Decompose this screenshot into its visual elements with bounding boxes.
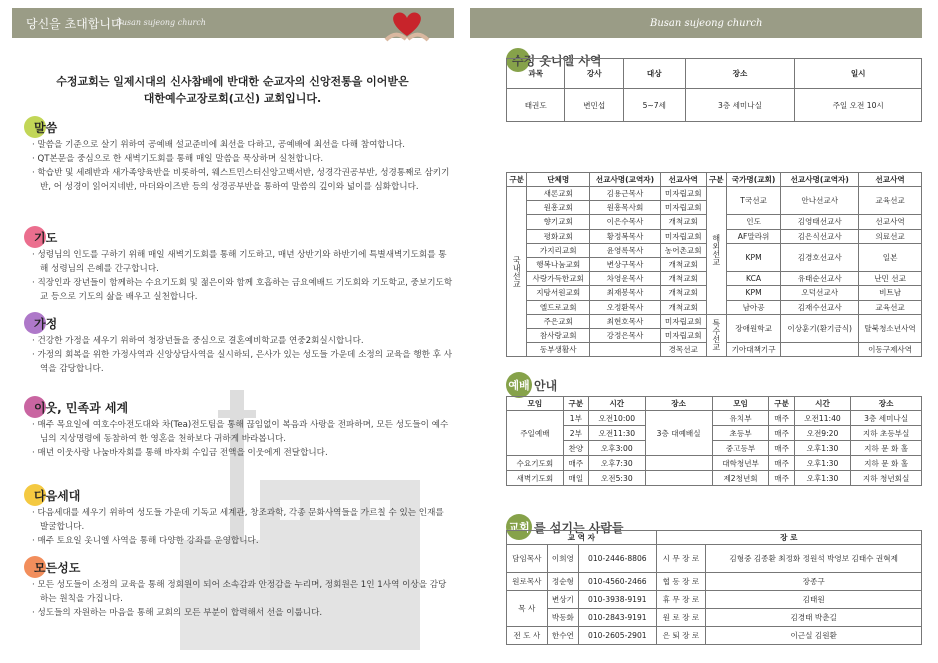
table-cell: 강정은목사	[590, 328, 661, 342]
table-cell: 시간	[794, 397, 851, 411]
worship-title: 예배 안내	[506, 372, 557, 398]
table-cell: 미자립교회	[660, 314, 706, 328]
table-cell: 이상훈기(환기금식)	[781, 314, 859, 342]
table-cell: 010-2446-8806	[579, 545, 656, 573]
servants-table-body	[507, 531, 922, 645]
table-cell: 시간	[589, 397, 646, 411]
table-cell: 원로목사	[507, 573, 548, 591]
table-cell: 오후1:30	[794, 441, 851, 456]
table-row	[507, 173, 922, 187]
table-cell: 유치부	[712, 411, 769, 426]
table-cell: 이희영	[547, 545, 578, 573]
table-cell: 김경호선교사	[781, 243, 859, 271]
table-cell: 선교사역	[859, 173, 922, 187]
table-cell: 미자립교회	[660, 201, 706, 215]
section-title: 다음세대	[34, 488, 81, 503]
right-header-band	[470, 8, 922, 38]
table-cell: 교육선교	[859, 187, 922, 215]
table-cell: 차영운목사	[590, 272, 661, 286]
table-cell: 장애원학교	[726, 314, 780, 342]
table-cell: 개척교회	[660, 272, 706, 286]
table-cell: 선교사역	[660, 173, 706, 187]
table-cell: 새론교회	[527, 187, 590, 201]
table-cell: 오덕선교사	[781, 286, 859, 300]
table-cell: 이은수목사	[590, 215, 661, 229]
table-cell: 선교사명(교역자)	[781, 173, 859, 187]
table-cell: 원 로 장 로	[656, 609, 706, 627]
table-cell: 개척교회	[660, 257, 706, 271]
servants-title: 교회 를 섬기는 사람들	[506, 514, 624, 540]
table-cell: 이동구제사역	[859, 343, 922, 357]
table-cell: 김경태 박춘길	[706, 609, 922, 627]
table-cell: 모임	[507, 397, 564, 411]
special-label: 특수선교	[706, 314, 726, 357]
table-cell: 국가명(교회)	[726, 173, 780, 187]
table-cell: 오전11:30	[589, 426, 646, 441]
table-row	[507, 314, 922, 328]
table-cell: 농어촌교회	[660, 243, 706, 257]
table-cell: 선교사명(교역자)	[590, 173, 661, 187]
table-cell: 기아대책기구	[726, 343, 780, 357]
table-cell: 3층 세미나실	[851, 411, 922, 426]
table-cell: 중고등부	[712, 441, 769, 456]
table-cell: 김용근목사	[590, 187, 661, 201]
table-cell: 지하 청년회실	[851, 471, 922, 486]
table-cell: 오후1:30	[794, 471, 851, 486]
table-cell: 일본	[859, 243, 922, 271]
table-cell: 김영태선교사	[781, 215, 859, 229]
table-cell: 경목선교	[660, 343, 706, 357]
othniel-table: 과목 강사 대상 장소 일시 태권도 변민섭 5~7세 3층 세미나실 주일 오전 10시	[506, 58, 922, 122]
left-header-title: 당신을 초대합니다	[26, 17, 123, 31]
table-cell: 김은식선교사	[781, 229, 859, 243]
table-cell: 장종구	[706, 573, 922, 591]
table-cell: 최현호목사	[590, 314, 661, 328]
domestic-label: 국내선교	[507, 187, 527, 357]
table-cell: 개척교회	[660, 286, 706, 300]
worship-table-body	[507, 397, 922, 486]
table-cell	[645, 471, 712, 486]
table-cell: 안나선교사	[781, 187, 859, 215]
table-cell: 인도	[726, 215, 780, 229]
table-cell: 원흥교회	[527, 201, 590, 215]
table-cell: KCA	[726, 272, 780, 286]
table-cell: 구분	[507, 173, 527, 187]
table-row	[507, 411, 922, 426]
table-cell: 장 로	[656, 531, 921, 545]
table-cell: 미자립교회	[660, 187, 706, 201]
table-cell: 지탕서원교회	[527, 286, 590, 300]
section-title: 이웃, 민족과 세계	[34, 400, 129, 415]
table-cell: 난민 선교	[859, 272, 922, 286]
table-cell: 지하 초등부실	[851, 426, 922, 441]
table-cell: 오후3:00	[589, 441, 646, 456]
table-cell: KPM	[726, 243, 780, 271]
table-cell: 모임	[712, 397, 769, 411]
table-cell: 참사랑교회	[527, 328, 590, 342]
table-cell: 목 사	[507, 591, 548, 627]
table-cell: 협 동 장 로	[656, 573, 706, 591]
table-cell: 제2청년회	[712, 471, 769, 486]
table-cell: 엘드로교회	[527, 300, 590, 314]
servants-table	[506, 530, 922, 645]
table-row	[507, 531, 922, 545]
table-cell: 김재수선교사	[781, 300, 859, 314]
table-cell: 매주	[769, 471, 794, 486]
mission-table	[506, 172, 922, 357]
section-title: 말씀	[34, 120, 58, 135]
table-cell: 변상구목사	[590, 257, 661, 271]
table-cell: 오전10:00	[589, 411, 646, 426]
table-cell: 황정복목사	[590, 229, 661, 243]
table-row	[507, 609, 922, 627]
left-header-subtitle: Busan sujeong church	[116, 18, 206, 27]
table-cell: 박동화	[547, 609, 578, 627]
table-cell: 매주	[563, 456, 588, 471]
table-cell: 주일예배	[507, 411, 564, 456]
table-cell: 선교사역	[859, 215, 922, 229]
worship-place: 3층 대예배실	[645, 411, 712, 456]
table-cell: 오전9:20	[794, 426, 851, 441]
table-row	[507, 471, 922, 486]
table-cell: 지하 문 화 홀	[851, 441, 922, 456]
table-row	[507, 456, 922, 471]
table-cell: 한수연	[547, 627, 578, 645]
section-title: 모든성도	[34, 560, 81, 575]
table-cell: 장소	[851, 397, 922, 411]
right-page	[470, 0, 938, 663]
table-cell: 매주	[769, 426, 794, 441]
table-cell: 사랑가득한교회	[527, 272, 590, 286]
table-cell: 오전5:30	[589, 471, 646, 486]
section-title: 가정	[34, 316, 58, 331]
table-cell: 휴 무 장 로	[656, 591, 706, 609]
section-title: 기도	[34, 230, 58, 245]
table-cell: 탈북청소년사역	[859, 314, 922, 342]
overseas-label: 해외선교	[706, 187, 726, 315]
table-cell: 단체명	[527, 173, 590, 187]
mission-table-body	[507, 173, 922, 357]
table-row	[507, 591, 922, 609]
table-cell: 유태순선교사	[781, 272, 859, 286]
table-cell: 행복나눔교회	[527, 257, 590, 271]
table-cell: 찬양	[563, 441, 588, 456]
table-cell: 1부	[563, 411, 588, 426]
table-cell: 은 퇴 장 로	[656, 627, 706, 645]
table-cell: 담임목사	[507, 545, 548, 573]
table-row	[507, 397, 922, 411]
table-cell: 교 역 자	[507, 531, 657, 545]
table-cell	[645, 456, 712, 471]
table-cell: 원흥목사회	[590, 201, 661, 215]
table-cell: 매주	[769, 456, 794, 471]
table-cell: 남아공	[726, 300, 780, 314]
table-cell: 오전11:40	[794, 411, 851, 426]
table-cell: 전 도 사	[507, 627, 548, 645]
table-cell: 윤영록목사	[590, 243, 661, 257]
table-cell: 대학청년부	[712, 456, 769, 471]
table-row	[507, 441, 922, 456]
table-cell: 장소	[645, 397, 712, 411]
table-cell: 교육선교	[859, 300, 922, 314]
table-cell: 김형중 김종환 최정화 정원석 박영보 김태수 권혁제	[706, 545, 922, 573]
table-cell: 최재봉목사	[590, 286, 661, 300]
table-cell: 오정환목사	[590, 300, 661, 314]
section-next-generation: 다음세대 · 다음세대를 세우기 위하여 성도들 가운데 기독교 세계관, 창조과학, 각종 문화사역들을 가르칠 수 있는 인재를 발굴합니다. · 매주 토요일 옷니엘 사역을 통해 다양한 강좌를 운영합니다.	[24, 484, 454, 548]
table-cell: 구분	[769, 397, 794, 411]
table-cell: 구분	[706, 173, 726, 187]
table-cell: 지하 문 화 홀	[851, 456, 922, 471]
table-cell: 평화교회	[527, 229, 590, 243]
table-cell: AF말라위	[726, 229, 780, 243]
table-cell: 의료선교	[859, 229, 922, 243]
table-cell: 010-4560-2466	[579, 573, 656, 591]
table-cell: 구분	[563, 397, 588, 411]
left-page	[0, 0, 465, 663]
table-cell: 010-2843-9191	[579, 609, 656, 627]
table-cell: 010-2605-2901	[579, 627, 656, 645]
table-cell: 오후7:30	[589, 456, 646, 471]
table-row	[507, 426, 922, 441]
section-neighbors: 이웃, 민족과 세계 · 매주 목요일에 여호수아전도대와 차(Tea)전도팀을 통해 끊임없이 복음과 사랑을 전파하며, 모든 성도들이 예수님의 지상명령에 동참하여 한 영혼을 천하보다 귀하게 바라봅니다. · 매년 이웃사랑 나눔바자회를 통해 바자회 수입금 전액을 이웃에게 전달합니다.	[24, 396, 454, 460]
table-cell: 변상기	[547, 591, 578, 609]
table-cell: 매주	[769, 411, 794, 426]
table-cell	[590, 343, 661, 357]
table-cell: 010-3938-9191	[579, 591, 656, 609]
section-prayer: 기도 · 성령님의 인도를 구하기 위해 매일 새벽기도회를 통해 기도하고, 매년 상반기와 하반기에 특별새벽기도회를 통해 성령님의 은혜를 간구합니다. · 직장인과 장년들이 함께하는 수요기도회 및 젊은이와 함께 호흡하는 금요예배드 기도회와 기도학교, 중보기도학교 등으로 기도의 삶을 배우고 실천합니다.	[24, 226, 454, 304]
table-cell: 새벽기도회	[507, 471, 564, 486]
table-cell: 가지리교회	[527, 243, 590, 257]
table-cell: 개척교회	[660, 300, 706, 314]
table-cell: 비트남	[859, 286, 922, 300]
table-cell: 이근실 김원환	[706, 627, 922, 645]
table-row	[507, 187, 922, 201]
table-cell: 미자립교회	[660, 328, 706, 342]
table-cell: 주은교회	[527, 314, 590, 328]
table-row	[507, 545, 922, 573]
table-cell: 향기교회	[527, 215, 590, 229]
right-header-subtitle: Busan sujeong church	[650, 18, 763, 29]
table-cell: 2부	[563, 426, 588, 441]
intro-text: 수정교회는 일제시대의 신사참배에 반대한 순교자의 신앙전통을 이어받은 대한예수교장로회(고신) 교회입니다.	[56, 75, 409, 105]
table-cell: KPM	[726, 286, 780, 300]
table-cell: 매일	[563, 471, 588, 486]
table-cell: 미자립교회	[660, 229, 706, 243]
table-cell: 시 무 장 로	[656, 545, 706, 573]
worship-table	[506, 396, 922, 486]
heart-hands-icon	[384, 6, 430, 42]
table-cell: 초등부	[712, 426, 769, 441]
section-word: 말씀 · 말씀을 기준으로 살기 위하여 공예배 설교준비에 최선을 다하고, 공예배에 최선을 다해 참여합니다. · QT본문을 중심으로 한 새벽기도회를 통해 매일 말씀을 묵상하며 실천합니다. · 학습반 및 세례반과 새가족양육반을 비롯하여, 웨스트민스터신앙고백서반, 성경각권공부반, 성경통째로 삼키기반, 어 성경이 읽어지네반, 마더와이즈반 등의 성경공부반을 통하여 말씀의 깊이와 넓이를 심화합니다.	[24, 116, 454, 194]
section-family: 가정 · 건강한 가정을 세우기 위하여 청장년들을 중심으로 결혼예비학교를 연중2회실시합니다. · 가정의 회복을 위한 가정사역과 신앙상담사역을 실시하되, 은사가 있는 성도들 가운데 소정의 교육을 행한 후 사역을 감당합니다.	[24, 312, 454, 376]
table-row	[507, 573, 922, 591]
table-cell: 매주	[769, 441, 794, 456]
section-all-members: 모든성도 · 모든 성도들이 소정의 교육을 통해 정회원이 되어 소속감과 안정감을 누리며, 정회원은 1인 1사역 이상을 감당하는 원칙을 가집니다. · 성도들의 자원하는 마음을 통해 교회의 모든 부분이 합력해서 선을 이룹니다.	[24, 556, 454, 620]
table-row	[507, 627, 922, 645]
table-cell: T국선교	[726, 187, 780, 215]
table-cell: 오후1:30	[794, 456, 851, 471]
table-cell: 김태원	[706, 591, 922, 609]
table-cell: 수요기도회	[507, 456, 564, 471]
othniel-title: 수정 옷니엘 사역	[506, 48, 602, 72]
table-cell: 동부생활사	[527, 343, 590, 357]
table-cell	[781, 343, 859, 357]
table-cell: 개척교회	[660, 215, 706, 229]
table-cell: 정순형	[547, 573, 578, 591]
